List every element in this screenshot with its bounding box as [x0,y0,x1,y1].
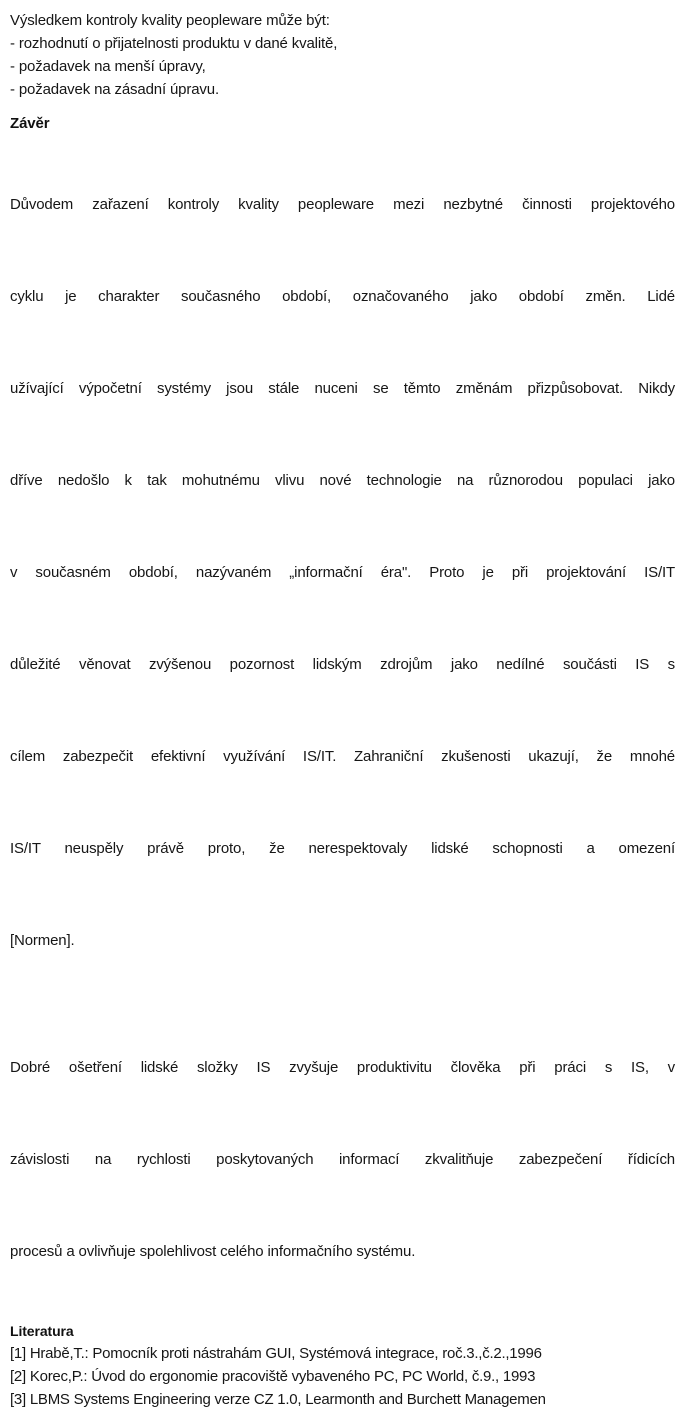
spacer [10,135,675,147]
reference-item: [3] LBMS Systems Engineering verze CZ 1.0, Learmonth and Burchett Managemen [10,1391,546,1408]
section-heading-zaver: Závěr [10,115,50,132]
paragraph-line: v současném období, nazývaném „informační éra". Proto je při projektování IS/IT [10,564,675,581]
conclusion-paragraph-1 [10,147,675,998]
reference-item: [1] Hrabě,T.: Pomocník proti nástrahám GUI, Systémová integrace, roč.3.,č.2.,1996 [10,1345,542,1362]
reference-item: [2] Korec,P.: Úvod do ergonomie pracoviště vybaveného PC, PC World, č.9., 1993 [10,1368,536,1385]
intro-line: - požadavek na menší úpravy, [10,58,206,75]
paragraph-line: Dobré ošetření lidské složky IS zvyšuje produktivitu člověka při práci s IS, v [10,1059,675,1076]
paragraph-line: [Normen]. [10,932,75,949]
spacer [10,998,675,1010]
paragraph-line: cyklu je charakter současného období, označovaného jako období změn. Lidé [10,288,675,305]
intro-line: - požadavek na zásadní úpravu. [10,81,219,98]
paragraph-line: IS/IT neuspěly právě proto, že nerespektovaly lidské schopnosti a omezení [10,840,675,857]
reference-list [10,1342,675,1411]
paragraph-line: závislosti na rychlosti poskytovaných informací zkvalitňuje zabezpečení řídicích [10,1151,675,1168]
spacer [10,101,675,112]
paragraph-line: cílem zabezpečit efektivní využívání IS/IT. Zahraniční zkušenosti ukazují, že mnohé [10,748,675,765]
intro-block [10,9,675,101]
conclusion-paragraph-2 [10,1010,675,1309]
paragraph-line: dříve nedošlo k tak mohutnému vlivu nové technologie na různorodou populaci jako [10,472,675,489]
paragraph-line: důležité věnovat zvýšenou pozornost lidským zdrojům jako nedílné součásti IS s [10,656,675,673]
spacer [10,1309,675,1321]
intro-line: - rozhodnutí o přijatelnosti produktu v dané kvalitě, [10,35,338,52]
paragraph-line: procesů a ovlivňuje spolehlivost celého informačního systému. [10,1243,416,1260]
paragraph-line: Důvodem zařazení kontroly kvality peopleware mezi nezbytné činnosti projektového [10,196,675,213]
intro-line: Výsledkem kontroly kvality peopleware může být: [10,12,330,29]
section-heading-literatura: Literatura [10,1323,74,1339]
paragraph-line: užívající výpočetní systémy jsou stále nuceni se těmto změnám přizpůsobovat. Nikdy [10,380,675,397]
